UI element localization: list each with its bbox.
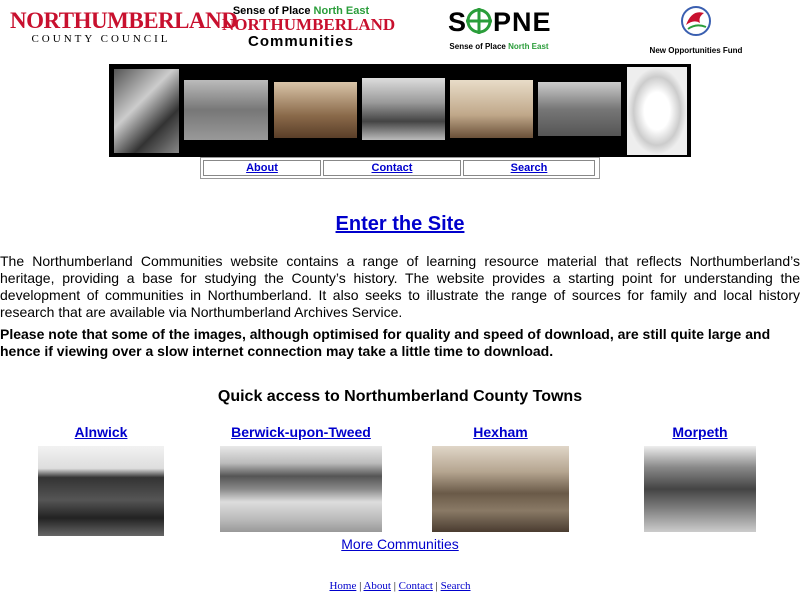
enter-site-block	[0, 213, 800, 236]
svg-text:S: S	[448, 7, 468, 36]
nav-cell-about	[203, 160, 321, 176]
town-berwick	[220, 424, 382, 532]
strip-photo-street	[538, 82, 621, 136]
more-communities-link[interactable]: More Communities	[341, 536, 459, 552]
more-communities-block	[0, 536, 800, 552]
footer-separator: |	[393, 580, 396, 592]
svg-text:PNE: PNE	[493, 7, 552, 36]
strip-photo-fishermen	[450, 80, 533, 138]
sop-logo-line1a: Sense of Place	[232, 5, 311, 17]
strip-photo-kilns	[184, 80, 268, 140]
nof-swirl-icon	[678, 3, 714, 39]
quick-access-heading: Quick access to Northumberland County Towns	[217, 388, 583, 405]
nof-logo	[640, 3, 752, 55]
top-nav	[200, 157, 600, 179]
footer-separator: |	[359, 580, 362, 592]
footer-search-link[interactable]: Search	[440, 580, 471, 592]
town-photo-alnwick[interactable]	[38, 446, 164, 536]
strip-photo-portrait	[627, 67, 687, 155]
sopne-logo-subtitle-b: North East	[508, 42, 549, 51]
sense-of-place-logo	[222, 5, 396, 55]
town-link-hexham[interactable]: Hexham	[473, 424, 528, 440]
ncc-logo-title: NORTHUMBERLAND	[10, 8, 238, 33]
download-note: Please note that some of the images, although optimised for quality and speed of download, are still quite large and hence if viewing over a slow internet connection may take a little time to download.	[0, 326, 771, 359]
ncc-logo	[10, 8, 238, 50]
sopne-wordmark-icon	[446, 6, 552, 36]
nav-cell-search	[463, 160, 595, 176]
sopne-logo	[446, 6, 552, 50]
intro-paragraph: The Northumberland Communities website contains a range of learning resource material that reflects Northumberland’s heritage, providing a base for studying the County’s history. The website provides a starting point for understanding the development of communities in Northumberland. It also seeks to illustrate the range of sources for family and local history research that are available via Northumberland Archives Service.	[0, 253, 800, 320]
nav-contact-link[interactable]: Contact	[371, 162, 413, 174]
footer-about-link[interactable]: About	[363, 580, 391, 592]
ncc-logo-subtitle: COUNTY COUNCIL	[31, 33, 171, 45]
nav-search-link[interactable]: Search	[510, 162, 548, 174]
nof-logo-caption: New Opportunities Fund	[649, 46, 743, 55]
town-hexham	[432, 424, 569, 532]
town-link-alnwick[interactable]: Alnwick	[74, 424, 128, 440]
nav-about-link[interactable]: About	[246, 162, 278, 174]
sopne-logo-title	[446, 6, 552, 42]
footer-home-link[interactable]: Home	[329, 580, 357, 592]
enter-site-link[interactable]: Enter the Site	[335, 213, 465, 235]
strip-photo-landscape	[274, 82, 357, 138]
sop-logo-line1b: North East	[313, 5, 370, 17]
footer-separator: |	[435, 580, 438, 592]
footer-contact-link[interactable]: Contact	[398, 580, 433, 592]
photo-strip	[109, 64, 691, 157]
town-link-berwick[interactable]: Berwick-upon-Tweed	[231, 424, 371, 440]
sop-logo-line2: NORTHUMBERLAND	[222, 15, 396, 34]
town-morpeth	[644, 424, 756, 532]
strip-photo-miner	[114, 69, 179, 153]
nav-cell-contact	[323, 160, 461, 176]
town-photo-berwick[interactable]	[220, 446, 382, 532]
town-alnwick	[38, 424, 164, 536]
town-link-morpeth[interactable]: Morpeth	[672, 424, 728, 440]
sop-logo-line3: Communities	[247, 33, 354, 50]
town-photo-morpeth[interactable]	[644, 446, 756, 532]
footer-nav	[0, 580, 800, 592]
sopne-logo-subtitle-a: Sense of Place	[449, 42, 506, 51]
town-photo-hexham[interactable]	[432, 446, 569, 532]
strip-photo-castle-lake	[362, 78, 445, 140]
